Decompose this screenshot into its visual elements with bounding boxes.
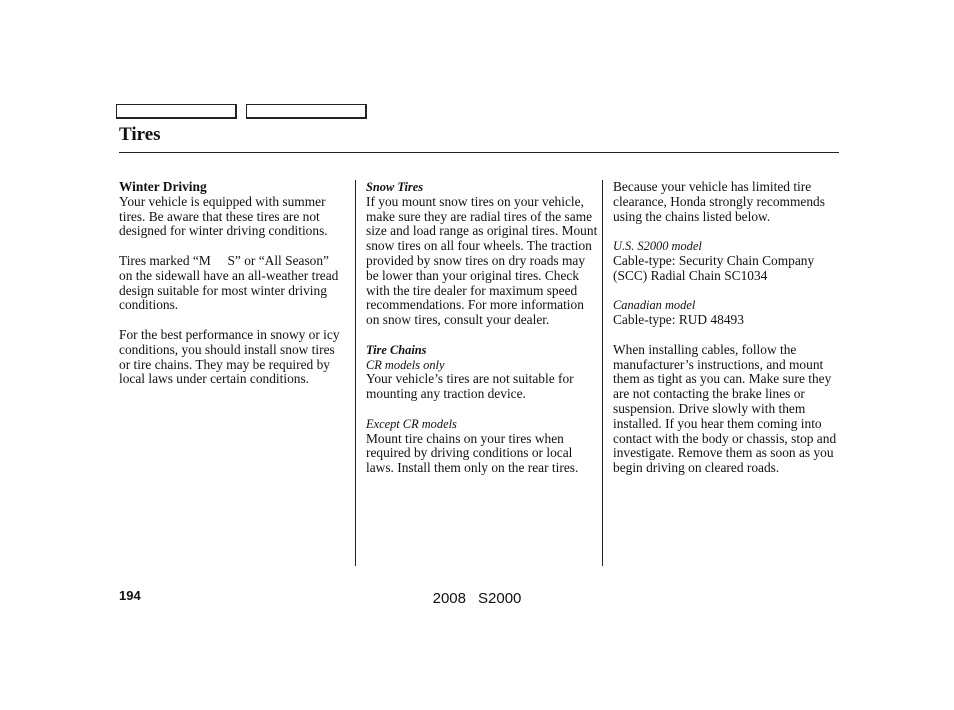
page-title: Tires — [119, 124, 161, 145]
cr-models-text: Your vehicle’s tires are not suitable for mounting any traction device. — [366, 371, 574, 402]
footer-model — [0, 590, 954, 607]
installing-cables-text: When installing cables, follow the manufacturer’s instructions, and mount them as tight as you can. Make sure they are not contacting the brake lines or suspension. Drive slowly with them installed. If you hear them coming into contact with the body or chassis, stop and investigate. Remove them as soon as you begin driving on cleared roads. — [613, 341, 837, 476]
nav-tab-previous[interactable] — [116, 104, 237, 119]
title-divider — [119, 152, 839, 153]
column-middle — [366, 180, 598, 491]
snow-tires-text: If you mount snow tires on your vehicle, make sure they are radial tires of the same size and load range as original tires. Mount snow tires on all four wheels. The traction provided by snow tires on dry roads may be lower than your original tires. Check with the tire dealer for maximum speed recommendations. For more information on snow tires, consult your dealer. — [366, 193, 598, 328]
chains-intro-text: Because your vehicle has limited tire clearance, Honda strongly recommends using the chains listed below. — [613, 179, 825, 224]
canadian-model-label: Canadian model — [613, 298, 696, 313]
winter-driving-text-1: Your vehicle is equipped with summer tires. Be aware that these tires are not designed for winter driving conditions. — [119, 193, 328, 239]
us-model-label: U.S. S2000 model — [613, 239, 702, 254]
tire-chains-heading: Tire Chains — [366, 342, 427, 357]
cr-models-label: CR models only — [366, 357, 445, 372]
footer-model-name: S2000 — [478, 590, 522, 607]
column-divider-2 — [602, 180, 603, 566]
except-cr-section — [366, 417, 598, 476]
winter-driving-text-2: Tires marked “M S” or “All Season” on the sidewall have an all-weather tread design suitable for most winter driving conditions. — [119, 252, 339, 313]
winter-driving-section — [119, 180, 344, 239]
winter-driving-heading: Winter Driving — [119, 179, 207, 194]
canadian-model-text: Cable-type: RUD 48493 — [613, 312, 744, 328]
column-left — [119, 180, 344, 402]
except-cr-text: Mount tire chains on your tires when required by driving conditions or local laws. Install them only on the rear tires. — [366, 430, 579, 476]
us-model-text: Cable-type: Security Chain Company (SCC) Radial Chain SC1034 — [613, 252, 815, 283]
nav-tab-next[interactable] — [246, 104, 367, 119]
winter-driving-text-3: For the best performance in snowy or icy conditions, you should install snow tires or tire chains. They may be required by local laws under certain conditions. — [119, 326, 340, 387]
column-divider-1 — [355, 180, 356, 566]
canadian-model-section — [613, 298, 841, 328]
snow-tires-section — [366, 180, 598, 328]
tire-chains-section — [366, 343, 598, 402]
page-number: 194 — [119, 588, 141, 603]
footer-year: 2008 — [432, 590, 466, 607]
except-cr-label: Except CR models — [366, 416, 457, 431]
column-right — [613, 180, 841, 491]
snow-tires-heading: Snow Tires — [366, 180, 424, 194]
us-model-section — [613, 239, 841, 283]
